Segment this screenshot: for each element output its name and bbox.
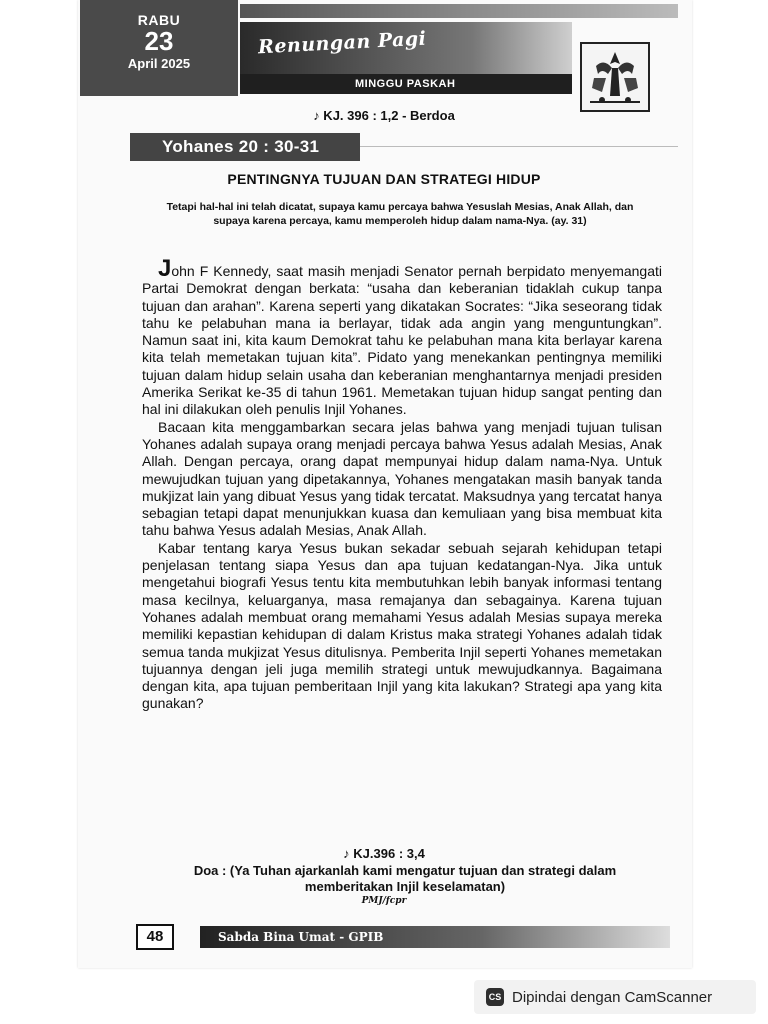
devotion-body bbox=[142, 255, 662, 713]
paragraph-3: Kabar tentang karya Yesus bukan sekadar sebuah sejarah kehidupan tetapi penjelasan tentang siapa Yesus dan apa tujuan kedatangan-Nya. Jika untuk mengetahui biografi Yesus tentu kita membutuhkan lebih banyak informasi tentang masa kecilnya, keluarganya, masa remajanya dan sebagainya. Karena tujuan Yohanes adalah membuat orang memahami Yesus adalah Mesias supaya mereka memiliki kepastian kehidupan di dalam Kristus maka strategi Yohanes adalah tidak semua tanda mukjizat Yesus ditulisnya. Pemberita Injil seperti Yohanes memetakan tujuannya dengan jeli juga memilih strategi untuk mewujudkannya. Bagaimana dengan kita, apa tujuan pemberitaan Injil yang kita lakukan? Strategi apa yang kita gunakan? bbox=[142, 539, 662, 712]
paragraph-1-text: ohn F Kennedy, saat masih menjadi Senator pernah berpidato menyemangati Partai Demokrat dengan berkata: “usaha dan keberanian tidaklah cukup tanpa tujuan dan arahan”. Karena seperti yang dikatakan Socrates: “Jika seseorang tidak tahu ke pelabuhan mana ia berlayar, tidak ada angin yang menguntungkan”. Namun saat ini, kita kaum Demokrat tahu ke pelabuhan mana kita berlayar karena kita telah memetakan tujuan kita”. Pidato yang menekankan pentingnya memiliki tujuan dalam hidup selain usaha dan keberanian menghantarnya menjadi presiden Amerika Serikat ke-35 di tahun 1961. Memetakan tujuan hidup sangat penting dan hal ini dilakukan oleh penulis Injil Yohanes. bbox=[142, 263, 662, 418]
date-day: RABU bbox=[137, 12, 181, 28]
header-band bbox=[240, 4, 678, 18]
scanner-watermark bbox=[474, 980, 756, 1014]
date-number: 23 bbox=[144, 26, 174, 56]
divider bbox=[360, 146, 678, 147]
drop-cap: J bbox=[158, 255, 172, 282]
prayer: Doa : (Ya Tuhan ajarkanlah kami mengatur tujuan dan strategi dalam memberitakan Injil keselamatan) bbox=[193, 863, 617, 894]
closing-hymn: ♪ KJ.396 : 3,4 bbox=[343, 846, 425, 861]
publication-footer: Sabda Bina Umat - GPIB bbox=[200, 926, 670, 948]
banner-title: Renungan Pagi bbox=[257, 27, 427, 59]
paragraph-2: Bacaan kita menggambarkan secara jelas bahwa yang menjadi tujuan tulisan Yohanes adalah supaya orang menjadi percaya bahwa Yesus adalah Mesias, Anak Allah. Dengan percaya, orang dapat mempunyai hidup dalam nama-Nya. Untuk mewujudkan tujuan yang dipetakannya, Yohanes mengatakan masih banyak tanda mukjizat lain yang dibuat Yesus yang tidak tercatat. Maksudnya yang tercatat hanya sebagian tetapi dapat menunjukkan kuasa dan kemuliaan yang bisa membuat kita tahu bahwa Yesus adalah Mesias, Anak Allah. bbox=[142, 418, 662, 539]
date-block bbox=[80, 0, 238, 96]
devotion-title: PENTINGNYA TUJUAN DAN STRATEGI HIDUP bbox=[227, 171, 541, 187]
church-emblem-icon bbox=[580, 42, 650, 112]
banner bbox=[240, 22, 572, 74]
author-signature: PMJ/fcpr bbox=[361, 896, 407, 906]
sub-banner: MINGGU PASKAH bbox=[240, 74, 572, 94]
date-month-year: April 2025 bbox=[127, 56, 191, 71]
scripture-reference: Yohanes 20 : 30-31 bbox=[130, 133, 360, 161]
key-verse: Tetapi hal-hal ini telah dicatat, supaya kamu percaya bahwa Yesuslah Mesias, Anak Allah, dan supaya karena percaya, kamu memperoleh hidup dalam nama-Nya. (ay. 31) bbox=[166, 201, 634, 227]
page-number: 48 bbox=[136, 924, 174, 950]
paragraph-1 bbox=[142, 255, 662, 419]
opening-hymn: ♪ KJ. 396 : 1,2 - Berdoa bbox=[313, 108, 455, 123]
camscanner-icon: CS bbox=[486, 988, 504, 1006]
scanner-label: Dipindai dengan CamScanner bbox=[512, 988, 713, 1006]
